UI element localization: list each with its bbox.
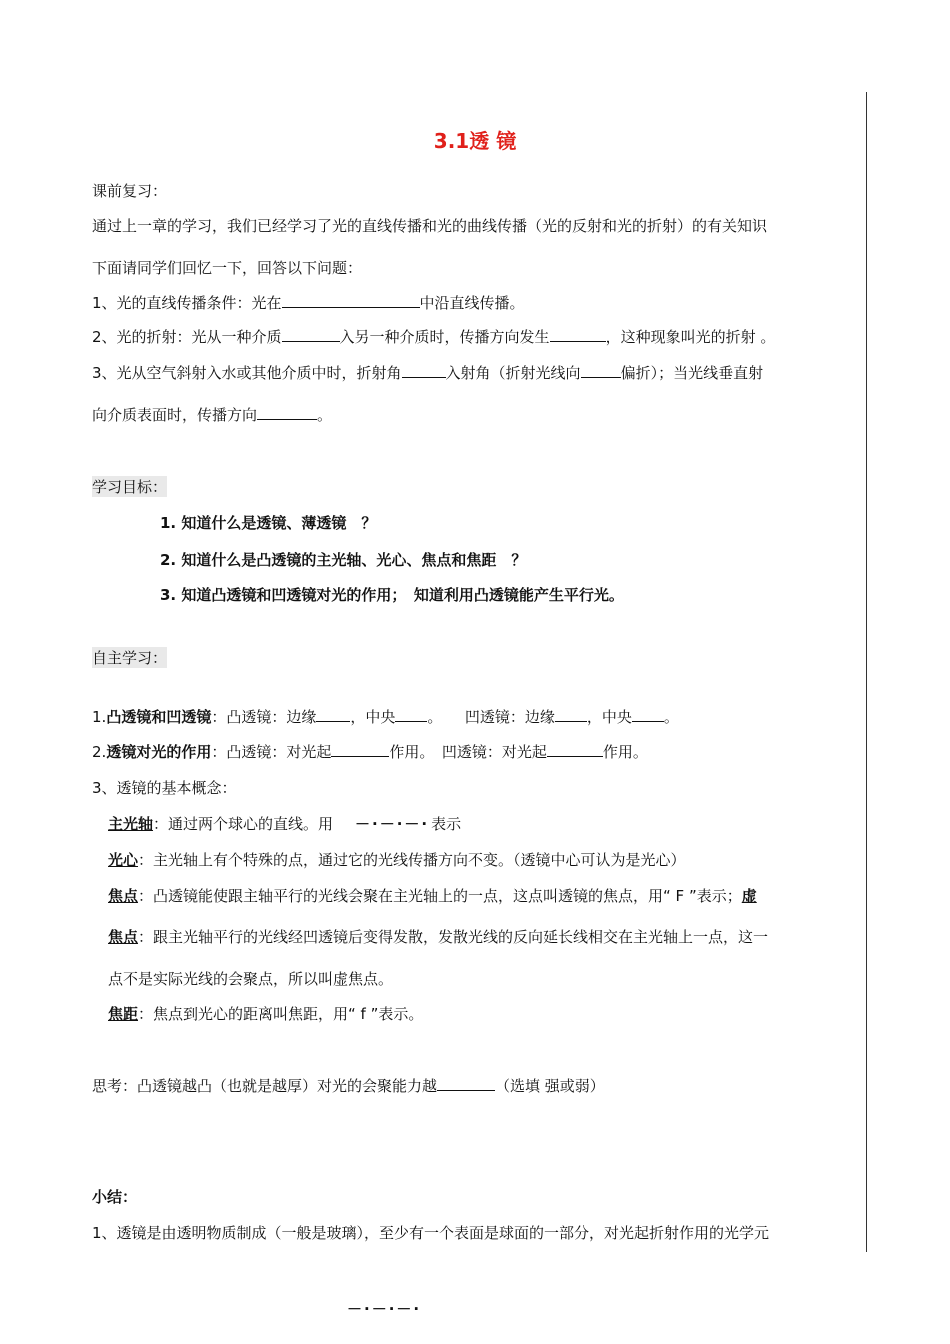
review-intro-2: 下面请同学们回忆一下，回答以下问题： bbox=[92, 259, 363, 277]
virtual-focus-definition: 焦点：跟主光轴平行的光线经凹透镜后变得发散，发散光线的反向延长线相交在主光轴上一点，这一 bbox=[108, 928, 769, 946]
focal-point-definition: 焦点：凸透镜能使跟主轴平行的光线会聚在主光轴上的一点，这点叫透镜的焦点，用“ F ”表示；虚 bbox=[108, 887, 757, 905]
principal-axis-definition: 主光轴：通过两个球心的直线。用 －·－·－· 表示 bbox=[108, 815, 462, 833]
answer-blank[interactable] bbox=[550, 327, 606, 342]
self-study-line-3: 3、透镜的基本概念： bbox=[92, 779, 237, 797]
think-question: 思考：凸透镜越凸（也就是越厚）对光的会聚能力越 （选填 强或弱） bbox=[92, 1077, 605, 1095]
footer-dash-mark: －·－·－· bbox=[347, 1300, 422, 1318]
answer-blank[interactable] bbox=[282, 293, 420, 308]
focal-length-definition: 焦距：焦点到光心的距离叫焦距，用“ f ”表示。 bbox=[108, 1005, 424, 1023]
goal-item-1: 1. 知道什么是透镜、薄透镜 ？ bbox=[160, 514, 377, 532]
answer-blank[interactable] bbox=[395, 707, 427, 722]
summary-heading: 小结： bbox=[92, 1188, 138, 1206]
dash-dot-line-symbol: －·－·－· bbox=[355, 815, 430, 833]
answer-blank[interactable] bbox=[316, 707, 350, 722]
review-question-3: 3、光从空气斜射入水或其他介质中时，折射角 入射角（折射光线向 偏折）；当光线垂直射 bbox=[92, 364, 764, 382]
answer-blank[interactable] bbox=[402, 363, 446, 378]
answer-blank[interactable] bbox=[437, 1076, 495, 1091]
self-study-heading: 自主学习： bbox=[92, 649, 168, 667]
self-study-line-2: 2.透镜对光的作用：凸透镜：对光起 作用。 凹透镜：对光起 作用。 bbox=[92, 743, 648, 761]
page-title: 3.1透 镜 bbox=[433, 129, 517, 153]
answer-blank[interactable] bbox=[555, 707, 587, 722]
answer-blank[interactable] bbox=[632, 707, 664, 722]
review-heading: 课前复习： bbox=[92, 182, 168, 200]
review-question-3-cont: 向介质表面时，传播方向 。 bbox=[92, 406, 333, 424]
review-question-2: 2、光的折射：光从一种介质 入另一种介质时，传播方向发生 ，这种现象叫光的折射 。 bbox=[92, 328, 776, 346]
goal-item-3: 3. 知道凸透镜和凹透镜对光的作用； 知道利用凸透镜能产生平行光。 bbox=[160, 586, 624, 604]
virtual-focus-definition-cont: 点不是实际光线的会聚点，所以叫虚焦点。 bbox=[108, 970, 394, 988]
page-margin-line bbox=[866, 92, 867, 1252]
goals-heading: 学习目标： bbox=[92, 478, 168, 496]
review-intro-1: 通过上一章的学习，我们已经学习了光的直线传播和光的曲线传播（光的反射和光的折射）的有关知识 bbox=[92, 217, 768, 235]
optical-center-definition: 光心：主光轴上有个特殊的点，通过它的光线传播方向不变。（透镜中心可认为是光心） bbox=[108, 851, 686, 869]
answer-blank[interactable] bbox=[282, 327, 340, 342]
goal-item-2: 2. 知道什么是凸透镜的主光轴、光心、焦点和焦距 ？ bbox=[160, 551, 527, 569]
review-question-1: 1、光的直线传播条件：光在 中沿直线传播。 bbox=[92, 294, 525, 312]
answer-blank[interactable] bbox=[581, 363, 621, 378]
summary-line-1: 1、透镜是由透明物质制成（一般是玻璃），至少有一个表面是球面的一部分，对光起折射作用的光学元 bbox=[92, 1224, 770, 1242]
answer-blank[interactable] bbox=[547, 742, 603, 757]
answer-blank[interactable] bbox=[257, 405, 317, 420]
answer-blank[interactable] bbox=[331, 742, 389, 757]
self-study-line-1: 1.凸透镜和凹透镜：凸透镜：边缘 ，中央 。 凹透镜：边缘 ，中央 。 bbox=[92, 708, 679, 726]
